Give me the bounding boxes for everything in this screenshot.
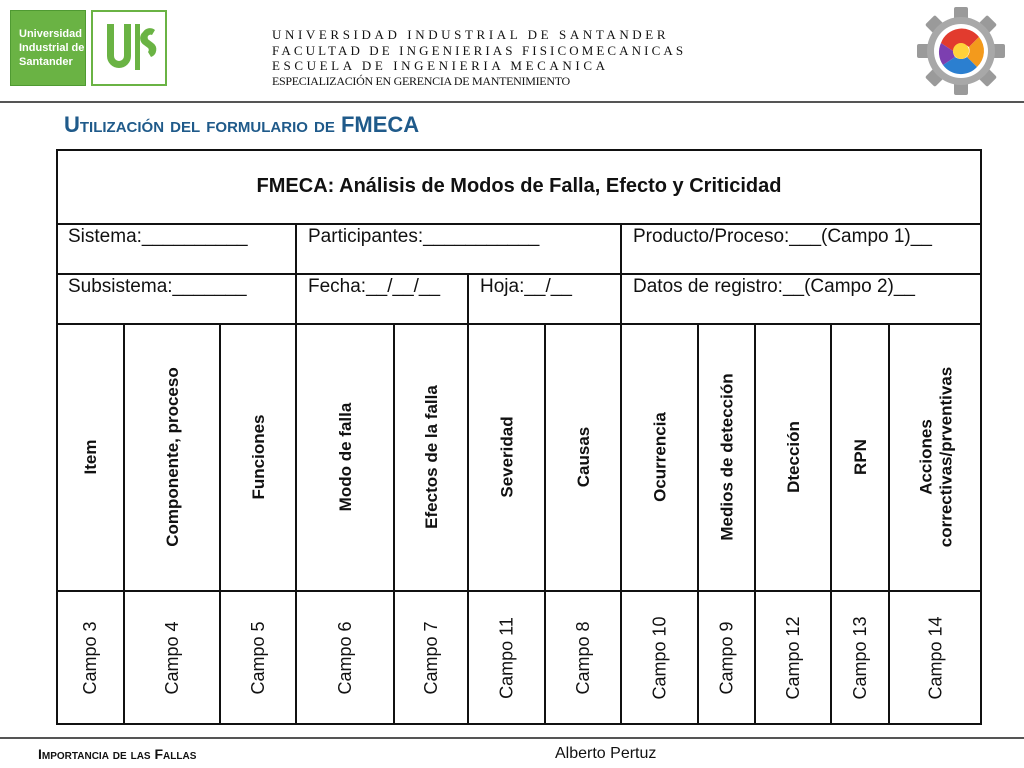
column-header-text: correctivas/prventivas [936,366,956,548]
column-value: Campo 9 [716,621,737,695]
column-header [851,439,870,475]
column-value: Campo 4 [162,621,182,695]
column-header-text: Modo de falla [336,402,355,512]
column-header [81,440,100,475]
column-value: Campo 11 [496,617,517,699]
header-faculty: FACULTAD DE INGENIERIAS FISICOMECANICAS [272,43,687,58]
column-header [784,421,803,493]
column-value: Campo 5 [248,621,268,695]
column-value: Campo 10 [649,616,670,700]
column-header [917,367,956,548]
uis-emblem [91,10,167,86]
datos-registro-field: Datos de registro:__(Campo 2)__ [633,276,915,297]
column-header-text: Funciones [249,414,268,500]
participantes-field: Participantes:___________ [308,226,540,247]
header-university: UNIVERSIDAD INDUSTRIAL DE SANTANDER [272,27,670,42]
column-value: Campo 7 [421,621,441,695]
header-school: ESCUELA DE INGENIERIA MECANICA [272,58,609,73]
logo-line: Industrial de [19,42,85,54]
producto-proceso-field: Producto/Proceso:___(Campo 1)__ [633,226,932,247]
column-value: Campo 3 [80,621,100,695]
column-value: Campo 12 [783,616,803,700]
column-header-text: Acciones [916,419,936,495]
column-value: Campo 6 [335,621,355,695]
column-header-text: Item [81,439,100,475]
logo-line: Universidad [19,28,82,40]
footer-section-title: Importancia de las Fallas [38,746,197,762]
column-header-text: Dtección [784,421,803,493]
fecha-field: Fecha:__/__/__ [308,276,441,297]
column-header [651,412,670,502]
form-columns [56,149,982,725]
uis-emblem-icon [93,12,165,84]
university-logo [10,10,86,86]
column-header-text: Efectos de la falla [422,385,441,529]
column-header-text: RPN [851,439,870,475]
gear-logo-icon [916,4,1006,98]
column-value: Campo 14 [925,616,946,700]
column-header [336,402,355,511]
form-heading: FMECA: Análisis de Modos de Falla, Efecto y Criticidad [256,175,782,197]
column-header [422,385,441,529]
fmeca-form [56,149,982,725]
column-header-text: Severidad [497,416,517,498]
header-divider [0,101,1024,103]
header-specialization: ESPECIALIZACIÓN EN GERENCIA DE MANTENIMIENTO [272,74,570,88]
column-value: Campo 8 [573,621,593,695]
column-header [163,367,182,546]
column-header-text: Ocurrencia [650,412,670,502]
logo-line: Santander [19,56,73,68]
page-title: Utilización del formulario de FMECA [64,112,420,137]
subsistema-field: Subsistema:_______ [68,276,247,297]
column-header-text: Causas [574,426,593,488]
column-header [498,416,517,497]
column-header [574,427,593,487]
footer-divider [0,737,1024,739]
footer-author: Alberto Pertuz [555,745,657,762]
column-value: Campo 13 [850,616,870,700]
column-header [249,414,268,499]
sistema-field: Sistema:__________ [68,226,248,247]
column-header [718,373,737,540]
hoja-field: Hoja:__/__ [480,276,572,297]
column-header-text: Medios de detección [717,373,737,541]
column-header-text: Componente, proceso [163,367,182,547]
